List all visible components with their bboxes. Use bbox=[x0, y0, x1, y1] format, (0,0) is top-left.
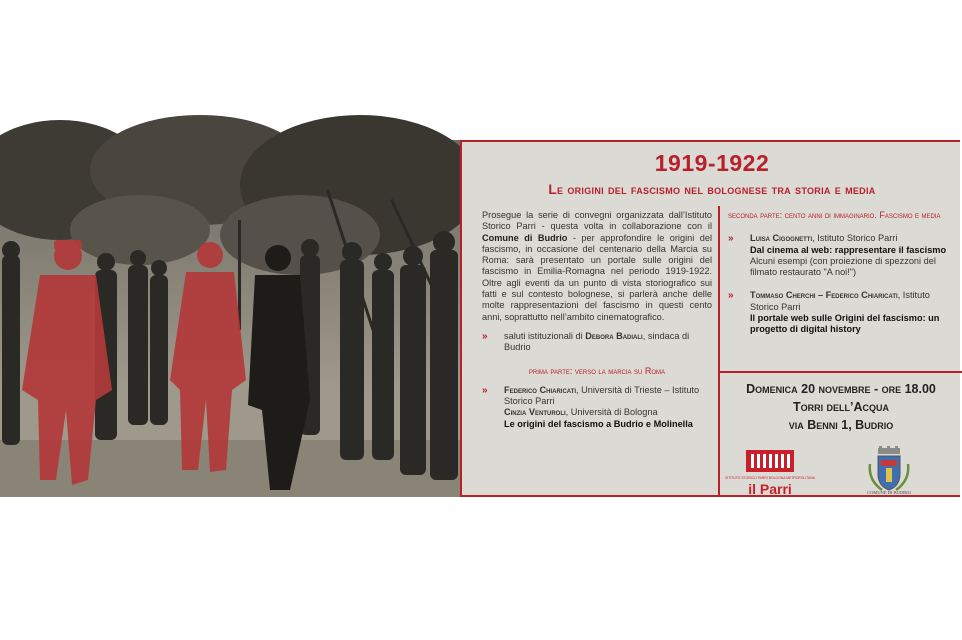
speaker-name: Luisa Cigognetti bbox=[750, 233, 813, 244]
talk-note: Alcuni esempi (con proiezione di spezzoni del filmato restaurato "A noi!") bbox=[750, 255, 936, 278]
part-one-item bbox=[482, 385, 712, 430]
part-one-label: prima parte: verso la marcia su Roma bbox=[528, 365, 666, 376]
speaker-affiliation: , Istituto Storico Parri bbox=[812, 233, 898, 244]
speaker-name: Tommaso Cherchi – Federico Chiaricati bbox=[750, 290, 898, 301]
event-details bbox=[720, 380, 962, 434]
talk-title: Le origini del fascismo a Budrio e Molinella bbox=[504, 418, 693, 429]
bullet-icon: » bbox=[728, 290, 734, 302]
speaker-affiliation: , Università di Bologna bbox=[565, 407, 658, 418]
event-info-panel bbox=[460, 140, 960, 497]
event-subtitle: Le origini del fascismo nel bolognese tra storia e media bbox=[548, 182, 876, 197]
budrio-label: COMUNE DI BUDRIO bbox=[867, 490, 911, 495]
event-address: via Benni 1, Budrio bbox=[788, 418, 894, 432]
budrio-crest bbox=[864, 446, 914, 496]
part-two-item bbox=[728, 290, 954, 335]
parri-logo bbox=[725, 448, 815, 497]
greetings-item bbox=[482, 331, 712, 354]
event-banner bbox=[0, 140, 960, 497]
program-right-column bbox=[728, 210, 954, 336]
speaker-affiliation: , Istituto Storico Parri bbox=[750, 290, 930, 312]
intro-paragraph bbox=[482, 210, 712, 323]
program-left-column bbox=[482, 210, 712, 430]
greetings-text: saluti istituzionali di bbox=[504, 330, 583, 341]
event-venue: Torri dell’Acqua bbox=[792, 400, 890, 414]
bullet-icon: » bbox=[482, 330, 488, 342]
event-years: 1919-1922 bbox=[654, 150, 770, 176]
greetings-name: Debora Badiali bbox=[585, 330, 643, 341]
talk-title: Dal cinema al web: rappresentare il fascismo bbox=[750, 244, 947, 255]
part-two-item bbox=[728, 233, 954, 278]
speaker-name: Federico Chiaricati bbox=[504, 384, 577, 395]
event-date: Domenica 20 novembre - ore 18.00 bbox=[746, 382, 936, 396]
parri-name: il Parri bbox=[748, 481, 792, 497]
parri-small-text: ISTITUTO STORICO PARRI BOLOGNA METROPOLITANA bbox=[725, 476, 815, 480]
part-two-label: seconda parte: cento anni di immaginario. Fascismo e media bbox=[728, 210, 941, 220]
intro-text-2: - per approfondire le origini del fascismo, in occasione del centenario della Marcia su Roma: sarà presentato un portale sulle origini del fascismo in Emilia-Romagna nel periodo 1919-1922. Oltre agli eventi da un punto di vista storiografico sui fatti e sul contesto bolognese, si parlerà anche delle molte rappresentazioni del fascismo in questi cento anni, soprattutto nell’ambito cinematografico. bbox=[482, 232, 712, 322]
speaker-name: Cinzia Venturoli bbox=[504, 407, 566, 418]
greetings-role: , sindaca di Budrio bbox=[504, 330, 690, 353]
speaker-affiliation: , Università di Trieste – Istituto Storico Parri bbox=[504, 384, 700, 407]
bullet-icon: » bbox=[482, 384, 488, 396]
historical-photo bbox=[0, 140, 460, 497]
horizontal-divider bbox=[720, 371, 962, 373]
intro-text-1: Prosegue la serie di convegni organizzata dall’Istituto Storico Parri - questa volta in collaborazione con il bbox=[482, 210, 712, 232]
intro-highlight: Comune di Budrio bbox=[482, 232, 568, 243]
vertical-divider bbox=[718, 206, 720, 496]
talk-title: Il portale web sulle Origini del fascismo: un progetto di digital history bbox=[750, 313, 940, 335]
bullet-icon: » bbox=[728, 233, 734, 245]
